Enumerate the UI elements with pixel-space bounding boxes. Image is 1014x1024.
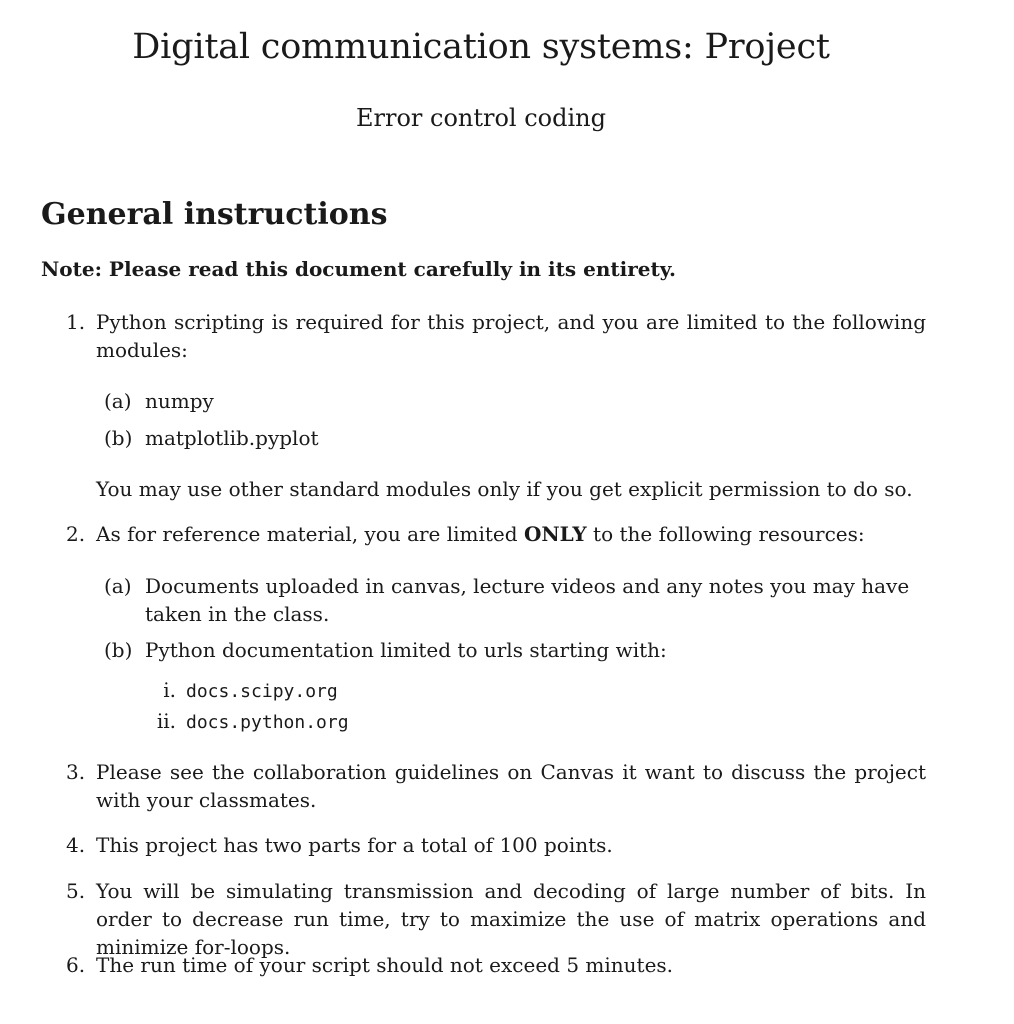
sub-item-text: numpy xyxy=(145,389,214,413)
list-item-text: Please see the collaboration guidelines on Canvas it want to discuss the project with your classmates. xyxy=(96,760,926,812)
sub-item-label: (a) xyxy=(104,389,132,413)
sub-item-label: (a) xyxy=(104,574,132,598)
item-number: 2. xyxy=(66,522,86,546)
sub-item-label: (b) xyxy=(104,638,133,662)
list-item-text: You will be simulating transmission and decoding of large number of bits. In order to decrease run time, try to maximize the use of matrix operations and minimize for-loops. xyxy=(96,879,926,959)
note-text: Note: Please read this document carefully in its entirety. xyxy=(41,257,677,281)
url-text: docs.scipy.org xyxy=(186,681,338,702)
sub-item-label: (b) xyxy=(104,426,133,450)
item-text-part: As for reference material, you are limited xyxy=(96,522,524,546)
list-item-text: The run time of your script should not exceed 5 minutes. xyxy=(96,953,674,977)
section-heading: General instructions xyxy=(41,197,388,232)
document-subtitle: Error control coding xyxy=(356,104,606,132)
roman-label: i. xyxy=(163,678,176,702)
sub-item-text: Python documentation limited to urls starting with: xyxy=(145,638,667,662)
item-followup-text: You may use other standard modules only if you get explicit permission to do so. xyxy=(96,477,913,501)
item-text-part: to the following resources: xyxy=(586,522,865,546)
document-title: Digital communication systems: Project xyxy=(132,27,830,67)
list-item-text xyxy=(96,520,926,548)
url-text: docs.python.org xyxy=(186,712,349,733)
item-number: 4. xyxy=(66,833,86,857)
list-item-text: Python scripting is required for this project, and you are limited to the following modules: xyxy=(96,310,926,362)
list-item-text: This project has two parts for a total of 100 points. xyxy=(96,833,613,857)
item-number: 5. xyxy=(66,879,86,903)
emphasis-text: ONLY xyxy=(523,522,587,546)
roman-label: ii. xyxy=(156,709,176,733)
item-number: 6. xyxy=(66,953,86,977)
item-number: 1. xyxy=(66,310,86,334)
sub-item-text: matplotlib.pyplot xyxy=(145,426,319,450)
item-number: 3. xyxy=(66,760,86,784)
sub-item-text: Documents uploaded in canvas, lecture videos and any notes you may have taken in the class. xyxy=(145,574,910,626)
